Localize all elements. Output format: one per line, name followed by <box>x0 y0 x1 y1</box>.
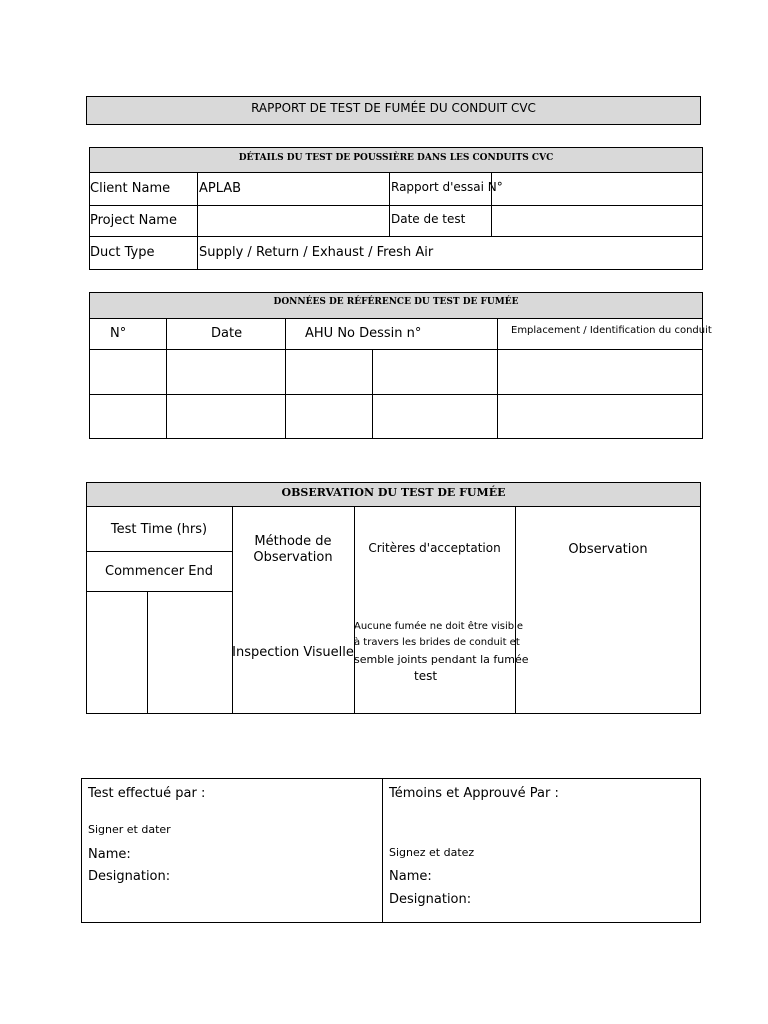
reference-header: DONNÉES DE RÉFÉRENCE DU TEST DE FUMÉE <box>273 297 519 307</box>
witness-designation-label: Designation: <box>389 892 472 907</box>
duct-type-value: Supply / Return / Exhaust / Fresh Air <box>199 245 434 260</box>
observation-header: OBSERVATION DU TEST DE FUMÉE <box>281 486 506 499</box>
project-name-label: Project Name <box>90 213 177 228</box>
observation-label: Observation <box>568 542 648 557</box>
column-number: N° <box>110 326 127 341</box>
test-date-label: Date de test <box>391 212 466 226</box>
method-label-line1: Méthode de <box>254 534 332 549</box>
column-ahu-drawing: AHU No Dessin n° <box>305 326 422 341</box>
approved-by-label: Témoins et Approuvé Par : <box>389 786 559 801</box>
test-time-label: Test Time (hrs) <box>110 522 208 537</box>
column-date: Date <box>211 326 243 341</box>
column-location: Emplacement / Identification du conduit <box>511 325 712 336</box>
criteria-value-line2: à travers les brides de conduit et <box>354 637 520 648</box>
criteria-value-line1: Aucune fumée ne doit être visible <box>354 621 524 632</box>
performer-name-label: Name: <box>88 847 131 862</box>
witness-name-label: Name: <box>389 869 432 884</box>
report-title: RAPPORT DE TEST DE FUMÉE DU CONDUIT CVC <box>251 101 536 115</box>
witness-sign-date-label: Signez et datez <box>389 846 475 859</box>
method-value: Inspection Visuelle <box>232 645 354 660</box>
details-header: DÉTAILS DU TEST DE POUSSIÈRE DANS LES CONDUITS CVC <box>238 153 554 163</box>
client-name-label: Client Name <box>90 181 171 196</box>
report-number-label: Rapport d'essai N° <box>391 180 503 194</box>
client-name-value: APLAB <box>199 181 242 196</box>
performer-designation-label: Designation: <box>88 869 171 884</box>
observation-table <box>86 482 701 714</box>
criteria-value-line3: semble joints pendant la fumée <box>354 653 529 666</box>
criteria-value-line4: test <box>414 669 438 683</box>
performed-by-label: Test effectué par : <box>88 786 206 801</box>
sign-date-label: Signer et dater <box>88 823 171 836</box>
method-label-line2: Observation <box>253 550 333 565</box>
criteria-label: Critères d'acceptation <box>368 541 501 555</box>
start-end-label: Commencer End <box>105 564 213 579</box>
duct-type-label: Duct Type <box>90 245 155 260</box>
